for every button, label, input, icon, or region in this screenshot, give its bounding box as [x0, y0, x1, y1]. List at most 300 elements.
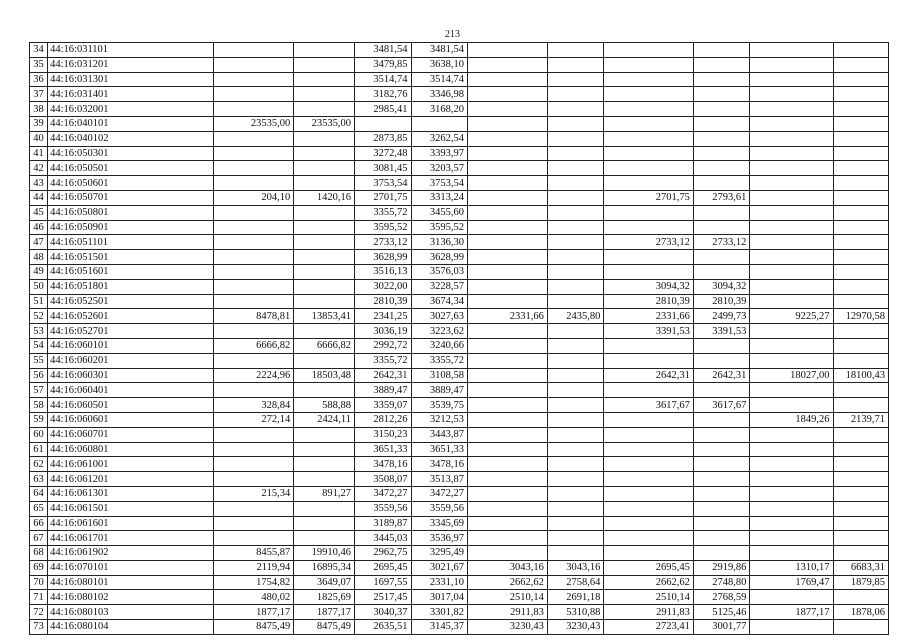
value-cell	[547, 457, 603, 472]
value-cell	[604, 516, 694, 531]
value-cell: 1697,55	[355, 575, 411, 590]
row-number-cell: 37	[30, 87, 48, 102]
value-cell: 3021,67	[411, 560, 467, 575]
value-cell	[604, 353, 694, 368]
value-cell	[547, 161, 603, 176]
table-body	[30, 43, 889, 635]
value-cell	[214, 57, 294, 72]
cadastral-number-cell: 44:16:031201	[48, 57, 214, 72]
value-cell	[604, 87, 694, 102]
table-row	[30, 176, 889, 191]
value-cell	[693, 161, 749, 176]
table-row	[30, 531, 889, 546]
value-cell	[604, 457, 694, 472]
cadastral-number-cell: 44:16:031301	[48, 72, 214, 87]
value-cell	[750, 250, 833, 265]
value-cell	[214, 146, 294, 161]
value-cell	[750, 190, 833, 205]
value-cell	[467, 72, 547, 87]
value-cell	[214, 531, 294, 546]
value-cell	[294, 220, 355, 235]
table-row	[30, 398, 889, 413]
value-cell	[214, 427, 294, 442]
value-cell: 3108,58	[411, 368, 467, 383]
value-cell: 3472,27	[411, 486, 467, 501]
value-cell	[750, 235, 833, 250]
table-row	[30, 324, 889, 339]
row-number-cell: 66	[30, 516, 48, 531]
value-cell: 5125,46	[693, 605, 749, 620]
value-cell	[214, 176, 294, 191]
value-cell	[750, 620, 833, 635]
value-cell	[750, 264, 833, 279]
value-cell	[467, 43, 547, 58]
cadastral-number-cell: 44:16:080104	[48, 620, 214, 635]
value-cell	[547, 57, 603, 72]
table-row	[30, 427, 889, 442]
value-cell	[750, 116, 833, 131]
value-cell: 19910,46	[294, 546, 355, 561]
value-cell: 2119,94	[214, 560, 294, 575]
value-cell	[467, 324, 547, 339]
row-number-cell: 36	[30, 72, 48, 87]
value-cell: 2695,45	[355, 560, 411, 575]
value-cell	[750, 176, 833, 191]
cadastral-number-cell: 44:16:080102	[48, 590, 214, 605]
value-cell: 3514,74	[411, 72, 467, 87]
cadastral-number-cell: 44:16:060401	[48, 383, 214, 398]
cadastral-number-cell: 44:16:052601	[48, 309, 214, 324]
value-cell	[604, 427, 694, 442]
value-cell	[750, 472, 833, 487]
value-cell: 3345,69	[411, 516, 467, 531]
value-cell: 16895,34	[294, 560, 355, 575]
value-cell: 2499,73	[693, 309, 749, 324]
table-row	[30, 235, 889, 250]
value-cell: 2723,41	[604, 620, 694, 635]
value-cell: 3313,24	[411, 190, 467, 205]
cadastral-number-cell: 44:16:032001	[48, 102, 214, 117]
value-cell	[693, 442, 749, 457]
value-cell	[294, 324, 355, 339]
value-cell	[467, 102, 547, 117]
row-number-cell: 55	[30, 353, 48, 368]
value-cell	[547, 501, 603, 516]
value-cell: 3027,63	[411, 309, 467, 324]
value-cell: 3559,56	[355, 501, 411, 516]
value-cell	[693, 220, 749, 235]
value-cell	[547, 412, 603, 427]
value-cell	[467, 220, 547, 235]
value-cell	[604, 472, 694, 487]
value-cell	[214, 516, 294, 531]
value-cell: 6666,82	[294, 338, 355, 353]
row-number-cell: 53	[30, 324, 48, 339]
value-cell: 2642,31	[604, 368, 694, 383]
table-row	[30, 412, 889, 427]
cadastral-number-cell: 44:16:080101	[48, 575, 214, 590]
value-cell	[214, 220, 294, 235]
value-cell	[693, 146, 749, 161]
value-cell	[355, 116, 411, 131]
cadastral-number-cell: 44:16:061601	[48, 516, 214, 531]
value-cell: 3240,66	[411, 338, 467, 353]
value-cell: 3651,33	[411, 442, 467, 457]
value-cell	[833, 279, 888, 294]
value-cell: 2662,62	[604, 575, 694, 590]
value-cell: 3559,56	[411, 501, 467, 516]
value-cell	[294, 131, 355, 146]
table-row	[30, 620, 889, 635]
row-number-cell: 38	[30, 102, 48, 117]
value-cell	[294, 264, 355, 279]
value-cell	[467, 442, 547, 457]
cadastral-number-cell: 44:16:060601	[48, 412, 214, 427]
value-cell	[833, 220, 888, 235]
value-cell: 18100,43	[833, 368, 888, 383]
table-row	[30, 220, 889, 235]
value-cell	[294, 501, 355, 516]
value-cell: 2793,61	[693, 190, 749, 205]
value-cell	[833, 57, 888, 72]
cadastral-number-cell: 44:16:061301	[48, 486, 214, 501]
value-cell: 2331,66	[467, 309, 547, 324]
value-cell	[467, 190, 547, 205]
value-cell: 3017,04	[411, 590, 467, 605]
row-number-cell: 51	[30, 294, 48, 309]
cadastral-number-cell: 44:16:060701	[48, 427, 214, 442]
cadastral-number-cell: 44:16:031101	[48, 43, 214, 58]
value-cell: 3674,34	[411, 294, 467, 309]
value-cell	[693, 457, 749, 472]
value-cell	[294, 383, 355, 398]
value-cell	[693, 531, 749, 546]
value-cell	[750, 531, 833, 546]
value-cell	[750, 279, 833, 294]
value-cell: 3513,87	[411, 472, 467, 487]
value-cell	[750, 398, 833, 413]
value-cell	[693, 264, 749, 279]
table-row	[30, 472, 889, 487]
value-cell	[833, 324, 888, 339]
value-cell: 3508,07	[355, 472, 411, 487]
value-cell	[833, 176, 888, 191]
value-cell	[833, 235, 888, 250]
value-cell	[547, 87, 603, 102]
value-cell: 3391,53	[693, 324, 749, 339]
table-row	[30, 560, 889, 575]
value-cell: 2510,14	[604, 590, 694, 605]
value-cell: 3539,75	[411, 398, 467, 413]
value-cell	[467, 161, 547, 176]
value-cell: 1310,17	[750, 560, 833, 575]
value-cell	[547, 368, 603, 383]
cadastral-number-cell: 44:16:050801	[48, 205, 214, 220]
value-cell: 3136,30	[411, 235, 467, 250]
value-cell: 2331,66	[604, 309, 694, 324]
value-cell	[294, 43, 355, 58]
value-cell: 3481,54	[411, 43, 467, 58]
table-row	[30, 590, 889, 605]
value-cell	[833, 205, 888, 220]
value-cell	[467, 57, 547, 72]
value-cell	[833, 472, 888, 487]
value-cell: 1849,26	[750, 412, 833, 427]
value-cell	[214, 161, 294, 176]
value-cell: 3228,57	[411, 279, 467, 294]
value-cell: 3262,54	[411, 131, 467, 146]
value-cell	[604, 146, 694, 161]
value-cell	[547, 146, 603, 161]
value-cell: 2642,31	[355, 368, 411, 383]
row-number-cell: 45	[30, 205, 48, 220]
table-row	[30, 116, 889, 131]
row-number-cell: 57	[30, 383, 48, 398]
value-cell	[604, 501, 694, 516]
value-cell	[467, 353, 547, 368]
value-cell	[214, 324, 294, 339]
value-cell: 18027,00	[750, 368, 833, 383]
value-cell: 3022,00	[355, 279, 411, 294]
value-cell: 3036,19	[355, 324, 411, 339]
value-cell	[467, 486, 547, 501]
value-cell: 1879,85	[833, 575, 888, 590]
value-cell	[604, 72, 694, 87]
value-cell: 3478,16	[355, 457, 411, 472]
value-cell	[214, 102, 294, 117]
cadastral-number-cell: 44:16:052501	[48, 294, 214, 309]
value-cell	[750, 516, 833, 531]
value-cell	[294, 161, 355, 176]
value-cell: 2733,12	[355, 235, 411, 250]
cadastral-number-cell: 44:16:050901	[48, 220, 214, 235]
value-cell	[547, 516, 603, 531]
row-number-cell: 54	[30, 338, 48, 353]
value-cell: 3043,16	[547, 560, 603, 575]
value-cell	[750, 546, 833, 561]
value-cell	[750, 486, 833, 501]
value-cell	[467, 116, 547, 131]
value-cell	[750, 87, 833, 102]
value-cell: 3272,48	[355, 146, 411, 161]
value-cell: 3212,53	[411, 412, 467, 427]
value-cell	[604, 383, 694, 398]
value-cell: 3189,87	[355, 516, 411, 531]
value-cell: 3355,72	[355, 353, 411, 368]
value-cell	[833, 72, 888, 87]
row-number-cell: 35	[30, 57, 48, 72]
value-cell: 891,27	[294, 486, 355, 501]
row-number-cell: 40	[30, 131, 48, 146]
table-row	[30, 190, 889, 205]
value-cell	[547, 279, 603, 294]
value-cell	[467, 279, 547, 294]
cadastral-number-cell: 44:16:051601	[48, 264, 214, 279]
cadastral-number-cell: 44:16:061001	[48, 457, 214, 472]
value-cell	[750, 161, 833, 176]
value-cell	[294, 531, 355, 546]
cadastral-number-cell: 44:16:050601	[48, 176, 214, 191]
value-cell: 480,02	[214, 590, 294, 605]
value-cell	[750, 205, 833, 220]
value-cell	[833, 486, 888, 501]
value-cell: 2810,39	[693, 294, 749, 309]
value-cell	[833, 427, 888, 442]
value-cell	[750, 324, 833, 339]
cadastral-number-cell: 44:16:031401	[48, 87, 214, 102]
value-cell	[833, 43, 888, 58]
value-cell	[693, 102, 749, 117]
value-cell: 3478,16	[411, 457, 467, 472]
value-cell	[214, 43, 294, 58]
value-cell	[467, 176, 547, 191]
value-cell	[693, 501, 749, 516]
value-cell	[604, 116, 694, 131]
value-cell: 2768,59	[693, 590, 749, 605]
value-cell: 6666,82	[214, 338, 294, 353]
value-cell	[214, 131, 294, 146]
value-cell	[833, 294, 888, 309]
value-cell	[547, 486, 603, 501]
cadastral-number-cell: 44:16:070101	[48, 560, 214, 575]
value-cell	[833, 398, 888, 413]
value-cell	[693, 353, 749, 368]
value-cell: 2517,45	[355, 590, 411, 605]
value-cell: 204,10	[214, 190, 294, 205]
value-cell: 3445,03	[355, 531, 411, 546]
table-row	[30, 457, 889, 472]
value-cell	[294, 235, 355, 250]
value-cell	[750, 220, 833, 235]
value-cell	[833, 546, 888, 561]
value-cell	[750, 131, 833, 146]
value-cell	[467, 398, 547, 413]
value-cell	[693, 546, 749, 561]
value-cell	[547, 205, 603, 220]
value-cell: 2662,62	[467, 575, 547, 590]
value-cell	[547, 398, 603, 413]
value-cell: 215,34	[214, 486, 294, 501]
value-cell: 3223,62	[411, 324, 467, 339]
value-cell: 23535,00	[214, 116, 294, 131]
table-row	[30, 575, 889, 590]
value-cell: 3230,43	[547, 620, 603, 635]
value-cell	[467, 427, 547, 442]
value-cell: 6683,31	[833, 560, 888, 575]
value-cell: 3443,87	[411, 427, 467, 442]
table-row	[30, 72, 889, 87]
value-cell: 3081,45	[355, 161, 411, 176]
value-cell	[833, 250, 888, 265]
value-cell	[547, 442, 603, 457]
value-cell: 3628,99	[355, 250, 411, 265]
value-cell: 3651,33	[355, 442, 411, 457]
table-row	[30, 338, 889, 353]
value-cell: 3479,85	[355, 57, 411, 72]
value-cell	[294, 250, 355, 265]
row-number-cell: 63	[30, 472, 48, 487]
value-cell: 3576,03	[411, 264, 467, 279]
table-row	[30, 161, 889, 176]
table-row	[30, 264, 889, 279]
row-number-cell: 72	[30, 605, 48, 620]
cadastral-number-cell: 44:16:080103	[48, 605, 214, 620]
table-row	[30, 605, 889, 620]
value-cell	[547, 264, 603, 279]
value-cell	[833, 353, 888, 368]
row-number-cell: 48	[30, 250, 48, 265]
value-cell: 2510,14	[467, 590, 547, 605]
cadastral-number-cell: 44:16:060101	[48, 338, 214, 353]
value-cell	[693, 131, 749, 146]
value-cell	[547, 353, 603, 368]
value-cell: 3472,27	[355, 486, 411, 501]
value-cell	[547, 190, 603, 205]
value-cell	[604, 102, 694, 117]
value-cell: 1754,82	[214, 575, 294, 590]
value-cell	[214, 72, 294, 87]
row-number-cell: 62	[30, 457, 48, 472]
value-cell	[214, 205, 294, 220]
cadastral-number-cell: 44:16:050301	[48, 146, 214, 161]
value-cell: 3094,32	[693, 279, 749, 294]
value-cell	[604, 57, 694, 72]
cadastral-number-cell: 44:16:060301	[48, 368, 214, 383]
value-cell: 2695,45	[604, 560, 694, 575]
value-cell	[604, 250, 694, 265]
row-number-cell: 73	[30, 620, 48, 635]
value-cell: 3391,53	[604, 324, 694, 339]
value-cell	[467, 472, 547, 487]
table-row	[30, 442, 889, 457]
value-cell: 3182,76	[355, 87, 411, 102]
value-cell	[547, 72, 603, 87]
value-cell	[294, 146, 355, 161]
row-number-cell: 60	[30, 427, 48, 442]
cadastral-number-cell: 44:16:060501	[48, 398, 214, 413]
value-cell: 1877,17	[214, 605, 294, 620]
value-cell: 1877,17	[750, 605, 833, 620]
value-cell: 2691,18	[547, 590, 603, 605]
value-cell: 3889,47	[411, 383, 467, 398]
value-cell: 3359,07	[355, 398, 411, 413]
table-row	[30, 353, 889, 368]
value-cell	[547, 176, 603, 191]
value-cell	[467, 546, 547, 561]
value-cell	[214, 501, 294, 516]
value-cell	[833, 442, 888, 457]
value-cell	[294, 472, 355, 487]
value-cell	[604, 264, 694, 279]
table-row	[30, 279, 889, 294]
value-cell	[294, 205, 355, 220]
value-cell	[604, 220, 694, 235]
value-cell	[294, 72, 355, 87]
value-cell	[547, 116, 603, 131]
value-cell	[750, 72, 833, 87]
value-cell: 3638,10	[411, 57, 467, 72]
value-cell: 3753,54	[411, 176, 467, 191]
value-cell	[693, 72, 749, 87]
value-cell	[294, 294, 355, 309]
value-cell: 3346,98	[411, 87, 467, 102]
value-cell: 2758,64	[547, 575, 603, 590]
value-cell	[467, 87, 547, 102]
row-number-cell: 67	[30, 531, 48, 546]
table-row	[30, 294, 889, 309]
value-cell	[833, 146, 888, 161]
cadastral-number-cell: 44:16:061501	[48, 501, 214, 516]
